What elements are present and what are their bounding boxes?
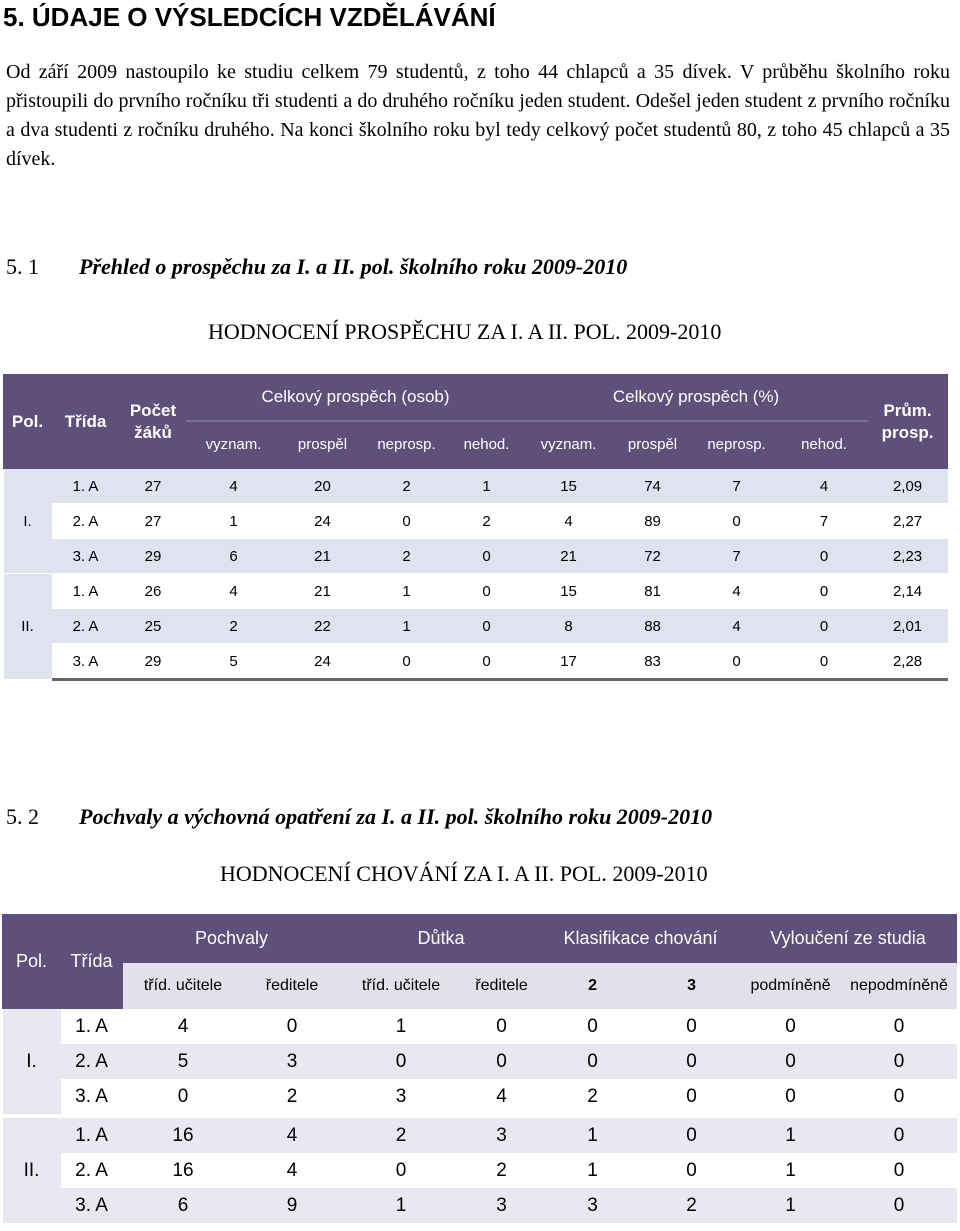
sub-header: tříd. učitele xyxy=(123,963,244,1009)
sub-header: ředitele xyxy=(462,963,542,1009)
value-cell: 0 xyxy=(449,574,525,609)
table1-title: HODNOCENÍ PROSPĚCHU ZA I. A II. POL. 2009-2010 xyxy=(208,319,722,344)
value-cell: 0 xyxy=(462,1044,542,1079)
class-cell: 3. A xyxy=(52,539,120,574)
value-cell: 15 xyxy=(525,574,613,609)
value-cell: 0 xyxy=(740,1079,842,1116)
pol-label: I. xyxy=(3,1009,61,1117)
value-cell: 0 xyxy=(693,504,781,539)
value-cell: 24 xyxy=(281,644,365,680)
value-cell: 0 xyxy=(123,1079,244,1116)
sub-header: prospěl xyxy=(281,421,365,469)
value-cell: 3 xyxy=(244,1044,341,1079)
class-cell: 1. A xyxy=(61,1116,123,1153)
class-cell: 2. A xyxy=(61,1044,123,1079)
value-cell: 4 xyxy=(187,469,281,504)
value-cell: 1 xyxy=(740,1188,842,1223)
value-cell: 2 xyxy=(365,539,449,574)
value-cell: 1 xyxy=(341,1188,462,1223)
value-cell: 21 xyxy=(525,539,613,574)
table2-title: HODNOCENÍ CHOVÁNÍ ZA I. A II. POL. 2009-2010 xyxy=(220,861,708,886)
class-cell: 1. A xyxy=(61,1009,123,1045)
value-cell: 0 xyxy=(449,644,525,680)
intro-paragraph: Od září 2009 nastoupilo ke studiu celkem 79 studentů, z toho 44 chlapců a 35 dívek. V průběhu školního roku přistoupili do prvního ročníku tři studenti a do druhého ročníku jeden student. Odešel jeden student z prvního ročníku a dva studenti z ročníku druhého. Na konci školního roku byl tedy celkový počet studentů 80, z toho 45 chlapců a 35 dívek. xyxy=(6,61,950,170)
value-cell: 3 xyxy=(462,1188,542,1223)
value-cell: 1 xyxy=(365,609,449,644)
value-cell: 0 xyxy=(449,609,525,644)
value-cell: 3 xyxy=(341,1079,462,1116)
group-header-vylouceni: Vyloučení ze studia xyxy=(740,915,957,963)
col-header-pol: Pol. xyxy=(3,915,61,1009)
value-cell: 21 xyxy=(281,574,365,609)
col-header-trida: Třída xyxy=(52,375,120,469)
value-cell: 0 xyxy=(365,504,449,539)
results-table xyxy=(3,374,948,681)
value-cell: 4 xyxy=(781,469,868,504)
value-cell: 1 xyxy=(740,1116,842,1153)
value-cell: 4 xyxy=(244,1116,341,1153)
table-row xyxy=(3,1188,957,1223)
value-cell: 83 xyxy=(613,644,693,680)
value-cell: 89 xyxy=(613,504,693,539)
value-cell: 0 xyxy=(542,1009,644,1045)
col-header-prum: Prům. prosp. xyxy=(868,375,948,469)
value-cell: 2 xyxy=(187,609,281,644)
sub-header: neprosp. xyxy=(365,421,449,469)
col-header-pol: Pol. xyxy=(4,375,52,469)
value-cell: 4 xyxy=(187,574,281,609)
sub-header: nehod. xyxy=(449,421,525,469)
value-cell: 0 xyxy=(842,1009,957,1045)
value-cell: 88 xyxy=(613,609,693,644)
value-cell: 29 xyxy=(120,539,187,574)
value-cell: 0 xyxy=(644,1044,740,1079)
value-cell: 9 xyxy=(244,1188,341,1223)
value-cell: 2,27 xyxy=(868,504,948,539)
col-header-trida: Třída xyxy=(61,915,123,1009)
section1-heading xyxy=(6,253,627,281)
value-cell: 0 xyxy=(842,1044,957,1079)
value-cell: 0 xyxy=(693,644,781,680)
value-cell: 2 xyxy=(244,1079,341,1116)
value-cell: 1 xyxy=(365,574,449,609)
value-cell: 0 xyxy=(781,574,868,609)
class-cell: 3. A xyxy=(52,644,120,680)
value-cell: 0 xyxy=(781,609,868,644)
value-cell: 27 xyxy=(120,504,187,539)
sub-header: vyznam. xyxy=(525,421,613,469)
value-cell: 0 xyxy=(842,1079,957,1116)
value-cell: 26 xyxy=(120,574,187,609)
page-heading: 5. ÚDAJE O VÝSLEDCÍCH VZDĚLÁVÁNÍ xyxy=(3,2,496,32)
value-cell: 0 xyxy=(644,1009,740,1045)
section1-number: 5. 1 xyxy=(6,254,39,279)
value-cell: 8 xyxy=(525,609,613,644)
value-cell: 0 xyxy=(781,644,868,680)
table-row xyxy=(3,1079,957,1116)
value-cell: 15 xyxy=(525,469,613,504)
value-cell: 27 xyxy=(120,469,187,504)
value-cell: 0 xyxy=(842,1153,957,1188)
value-cell: 6 xyxy=(187,539,281,574)
section2-heading xyxy=(6,803,712,831)
section2-number: 5. 2 xyxy=(6,804,39,829)
pol-label: II. xyxy=(4,574,52,680)
value-cell: 2,14 xyxy=(868,574,948,609)
value-cell: 20 xyxy=(281,469,365,504)
value-cell: 0 xyxy=(740,1044,842,1079)
value-cell: 0 xyxy=(644,1079,740,1116)
value-cell: 22 xyxy=(281,609,365,644)
value-cell: 29 xyxy=(120,644,187,680)
pol-label: II. xyxy=(3,1116,61,1223)
value-cell: 2 xyxy=(644,1188,740,1223)
value-cell: 2,28 xyxy=(868,644,948,680)
class-cell: 2. A xyxy=(52,504,120,539)
value-cell: 3 xyxy=(462,1116,542,1153)
value-cell: 0 xyxy=(462,1009,542,1045)
value-cell: 1 xyxy=(542,1153,644,1188)
value-cell: 17 xyxy=(525,644,613,680)
table-row xyxy=(3,1153,957,1188)
sub-header: vyznam. xyxy=(187,421,281,469)
value-cell: 0 xyxy=(542,1044,644,1079)
table-row xyxy=(3,1044,957,1079)
class-cell: 3. A xyxy=(61,1188,123,1223)
value-cell: 0 xyxy=(644,1153,740,1188)
table-row xyxy=(4,469,948,504)
value-cell: 2,01 xyxy=(868,609,948,644)
value-cell: 16 xyxy=(123,1116,244,1153)
value-cell: 2,09 xyxy=(868,469,948,504)
value-cell: 7 xyxy=(693,469,781,504)
value-cell: 4 xyxy=(123,1009,244,1045)
group-header-klasifikace: Klasifikace chování xyxy=(542,915,740,963)
value-cell: 0 xyxy=(644,1116,740,1153)
table-row xyxy=(4,609,948,644)
value-cell: 4 xyxy=(525,504,613,539)
value-cell: 3 xyxy=(542,1188,644,1223)
value-cell: 0 xyxy=(842,1116,957,1153)
value-cell: 72 xyxy=(613,539,693,574)
value-cell: 6 xyxy=(123,1188,244,1223)
sub-header: podmíněně xyxy=(740,963,842,1009)
value-cell: 2 xyxy=(341,1116,462,1153)
value-cell: 1 xyxy=(187,504,281,539)
col-header-pocet: Počet žáků xyxy=(120,375,187,469)
value-cell: 1 xyxy=(341,1009,462,1045)
value-cell: 1 xyxy=(542,1116,644,1153)
value-cell: 5 xyxy=(187,644,281,680)
value-cell: 74 xyxy=(613,469,693,504)
group-header-osob: Celkový prospěch (osob) xyxy=(187,375,525,421)
class-cell: 2. A xyxy=(52,609,120,644)
table-row xyxy=(4,539,948,574)
value-cell: 0 xyxy=(842,1188,957,1223)
value-cell: 2 xyxy=(462,1153,542,1188)
group-header-pct: Celkový prospěch (%) xyxy=(525,375,868,421)
value-cell: 81 xyxy=(613,574,693,609)
value-cell: 0 xyxy=(740,1009,842,1045)
value-cell: 1 xyxy=(740,1153,842,1188)
sub-header: neprosp. xyxy=(693,421,781,469)
table-row xyxy=(3,1116,957,1153)
value-cell: 2 xyxy=(449,504,525,539)
table-row xyxy=(4,644,948,680)
value-cell: 25 xyxy=(120,609,187,644)
table-row xyxy=(4,504,948,539)
behavior-table xyxy=(2,914,957,1223)
sub-header: ředitele xyxy=(244,963,341,1009)
table-row xyxy=(3,1009,957,1045)
value-cell: 0 xyxy=(365,644,449,680)
sub-header: nehod. xyxy=(781,421,868,469)
class-cell: 2. A xyxy=(61,1153,123,1188)
sub-header: prospěl xyxy=(613,421,693,469)
value-cell: 0 xyxy=(341,1044,462,1079)
sub-header: 2 xyxy=(542,963,644,1009)
value-cell: 0 xyxy=(449,539,525,574)
value-cell: 4 xyxy=(462,1079,542,1116)
value-cell: 0 xyxy=(781,539,868,574)
table-row xyxy=(4,574,948,609)
sub-header: tříd. učitele xyxy=(341,963,462,1009)
group-header-pochvaly: Pochvaly xyxy=(123,915,341,963)
class-cell: 3. A xyxy=(61,1079,123,1116)
value-cell: 4 xyxy=(244,1153,341,1188)
value-cell: 2,23 xyxy=(868,539,948,574)
section1-title: Přehled o prospěchu za I. a II. pol. školního roku 2009-2010 xyxy=(79,254,628,279)
group-header-dutka: Důtka xyxy=(341,915,542,963)
value-cell: 1 xyxy=(449,469,525,504)
value-cell: 0 xyxy=(244,1009,341,1045)
sub-header: nepodmíněně xyxy=(842,963,957,1009)
value-cell: 2 xyxy=(542,1079,644,1116)
value-cell: 7 xyxy=(781,504,868,539)
value-cell: 7 xyxy=(693,539,781,574)
value-cell: 16 xyxy=(123,1153,244,1188)
class-cell: 1. A xyxy=(52,574,120,609)
section2-title: Pochvaly a výchovná opatření za I. a II. pol. školního roku 2009-2010 xyxy=(79,804,713,829)
value-cell: 24 xyxy=(281,504,365,539)
sub-header: 3 xyxy=(644,963,740,1009)
pol-label: I. xyxy=(4,469,52,574)
class-cell: 1. A xyxy=(52,469,120,504)
value-cell: 4 xyxy=(693,574,781,609)
value-cell: 5 xyxy=(123,1044,244,1079)
value-cell: 21 xyxy=(281,539,365,574)
value-cell: 4 xyxy=(693,609,781,644)
value-cell: 0 xyxy=(341,1153,462,1188)
value-cell: 2 xyxy=(365,469,449,504)
